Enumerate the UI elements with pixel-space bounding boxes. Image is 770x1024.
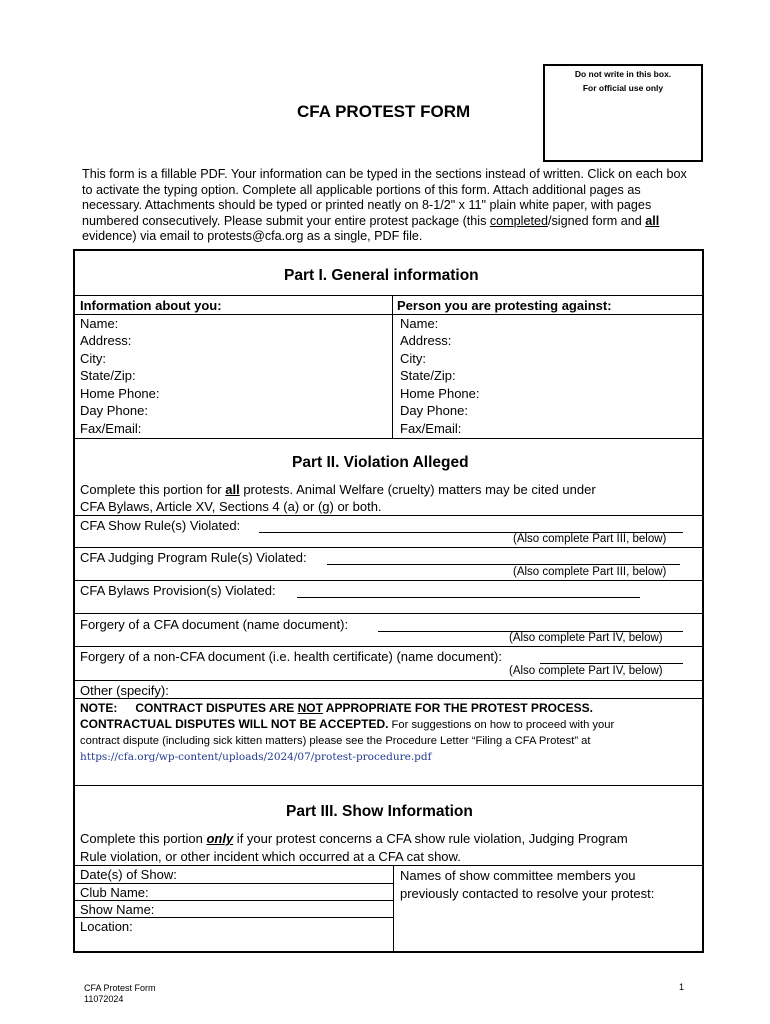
divider [74, 547, 703, 548]
them-dayphone-field[interactable]: Day Phone: [400, 403, 468, 418]
intro-text [82, 167, 692, 245]
them-name-field[interactable]: Name: [400, 316, 439, 331]
bylaws-label: CFA Bylaws Provision(s) Violated: [80, 583, 276, 598]
procedure-link[interactable]: https://cfa.org/wp-content/uploads/2024/07/protest-procedure.pdf [80, 751, 432, 763]
you-homephone-field[interactable]: Home Phone: [80, 386, 160, 401]
divider [74, 698, 703, 699]
divider [74, 785, 703, 786]
you-address-field[interactable]: Address: [80, 333, 132, 348]
part2-desc-line2: CFA Bylaws, Article XV, Sections 4 (a) or (g) or both. [80, 499, 382, 514]
show-name-field[interactable]: Show Name: [80, 902, 155, 917]
column-divider [392, 295, 393, 438]
judging-rules-input[interactable] [327, 564, 680, 565]
intro-p2: /signed form and [547, 213, 646, 228]
divider [74, 295, 703, 296]
show-dates-field[interactable]: Date(s) of Show: [80, 867, 177, 882]
divider [74, 613, 703, 614]
you-dayphone-field[interactable]: Day Phone: [80, 403, 148, 418]
part2-desc-line1: Complete this portion for all protests. Animal Welfare (cruelty) matters may be cited under [80, 482, 596, 497]
them-statezip-field[interactable]: State/Zip: [400, 368, 456, 383]
official-use-box [543, 64, 703, 162]
divider [74, 646, 703, 647]
bylaws-input[interactable] [297, 597, 640, 598]
committee-members-field[interactable]: Names of show committee members you previously contacted to resolve your protest: [400, 868, 655, 901]
them-homephone-field[interactable]: Home Phone: [400, 386, 480, 401]
them-city-field[interactable]: City: [400, 351, 426, 366]
divider [74, 438, 703, 439]
intro-p1: This form is a fillable PDF. Your information can be typed in the sections instead of written. Click on each box to activate the typing option. Complete all applicable portions of this form. Attach additional pages as necessary. Attachments should be typed or printed neatly on 8-1/2" x 11" plain white paper, with pages numbered consecutively. Please submit your entire protest package (this [82, 167, 687, 228]
page-number: 1 [679, 982, 685, 992]
footer-form-name: CFA Protest Form [84, 983, 156, 993]
part3-desc-line1: Complete this portion only if your protest concerns a CFA show rule violation, Judging Program [80, 831, 628, 846]
part3-title: Part III. Show Information [286, 803, 473, 820]
them-faxemail-field[interactable]: Fax/Email: [400, 421, 462, 436]
note-label: NOTE: [80, 701, 118, 715]
show-rules-note: (Also complete Part III, below) [513, 533, 667, 545]
divider [74, 865, 703, 866]
footer [84, 983, 156, 1005]
divider [74, 680, 703, 681]
divider [74, 917, 393, 918]
divider [74, 314, 703, 315]
page-title: CFA PROTEST FORM [297, 102, 471, 121]
note-block: NOTE: CONTRACT DISPUTES ARE NOT APPROPRIATE FOR THE PROTEST PROCESS. CONTRACTUAL DISPUTES WILL NOT BE ACCEPTED. For suggestions on how to proceed with your contract dispute (including sick kitten matters) please see the Procedure Letter “Filing a CFA Protest” at https://cfa.org/wp-content/uploads/2024/07/protest-procedure.pdf [80, 700, 690, 765]
divider [74, 580, 703, 581]
you-faxemail-field[interactable]: Fax/Email: [80, 421, 142, 436]
them-address-field[interactable]: Address: [400, 333, 452, 348]
forgery-cfa-note: (Also complete Part IV, below) [509, 632, 663, 644]
part3-desc-line2: Rule violation, or other incident which occurred at a CFA cat show. [80, 849, 461, 864]
divider [74, 883, 393, 884]
right-header: Person you are protesting against: [397, 298, 612, 313]
other-label: Other (specify): [80, 683, 169, 698]
intro-p3: evidence) via email to protests@cfa.org as a single, PDF file. [82, 229, 423, 244]
divider [74, 900, 393, 901]
intro-all: all [645, 213, 660, 228]
part1-title: Part I. General information [284, 267, 479, 284]
you-city-field[interactable]: City: [80, 351, 106, 366]
club-name-field[interactable]: Club Name: [80, 885, 149, 900]
note-line3: contract dispute (including sick kitten matters) please see the Procedure Letter “Filing a CFA Protest” at [80, 735, 591, 747]
you-statezip-field[interactable]: State/Zip: [80, 368, 136, 383]
official-box-line1: Do not write in this box. [574, 69, 672, 79]
form-frame [73, 249, 704, 953]
official-box-line2: For official use only [582, 83, 664, 93]
forgery-cfa-label: Forgery of a CFA document (name document): [80, 617, 349, 632]
intro-completed: completed [489, 213, 548, 228]
column-divider [393, 865, 394, 952]
show-rules-label: CFA Show Rule(s) Violated: [80, 518, 241, 533]
judging-rules-note: (Also complete Part III, below) [513, 566, 667, 578]
footer-form-code: 11072024 [84, 994, 124, 1004]
part2-title: Part II. Violation Alleged [292, 454, 469, 471]
forgery-noncfa-input[interactable] [540, 663, 683, 664]
forgery-noncfa-note: (Also complete Part IV, below) [509, 665, 663, 677]
forgery-noncfa-label: Forgery of a non-CFA document (i.e. health certificate) (name document): [80, 649, 502, 664]
judging-rules-label: CFA Judging Program Rule(s) Violated: [80, 550, 307, 565]
you-name-field[interactable]: Name: [80, 316, 119, 331]
divider [74, 515, 703, 516]
left-header: Information about you: [80, 298, 222, 313]
location-field[interactable]: Location: [80, 919, 133, 934]
